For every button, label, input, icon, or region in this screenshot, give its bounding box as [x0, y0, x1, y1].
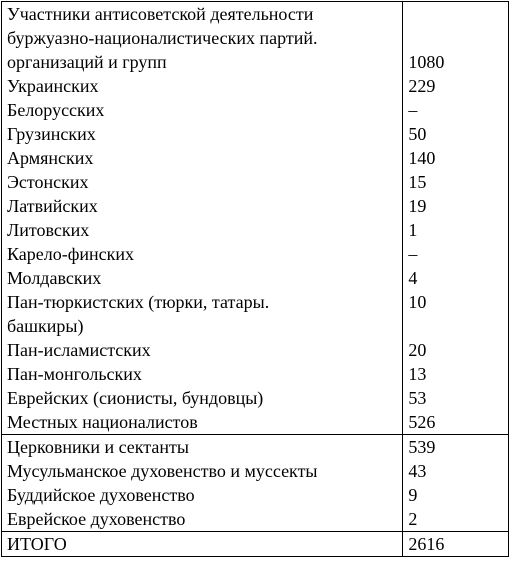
row-label: Еврейское духовенство — [2, 507, 403, 532]
header-line-1: Участники антисоветской деятельности — [2, 2, 403, 27]
table-row — [2, 483, 509, 507]
row-label-continued: башкиры) — [2, 314, 403, 338]
row-label: Еврейских (сионисты, бундовцы) — [2, 386, 403, 410]
row-label: Грузинских — [2, 122, 403, 146]
table-row — [2, 98, 509, 122]
row-label: Церковники и сектанты — [2, 435, 403, 460]
row-label: Пан-монгольских — [2, 362, 403, 386]
table-row — [2, 338, 509, 362]
table-row — [2, 122, 509, 146]
row-value: 10 — [403, 290, 509, 314]
table-row — [2, 362, 509, 386]
table-row — [2, 314, 509, 338]
row-label: Пан-тюркистских (тюрки, татары. — [2, 290, 403, 314]
row-value: 4 — [403, 266, 509, 290]
table-row — [2, 435, 509, 460]
row-value: 53 — [403, 386, 509, 410]
table-row — [2, 507, 509, 532]
header-line-2: буржуазно-националистических партий. — [2, 26, 403, 50]
row-label: Латвийских — [2, 194, 403, 218]
row-value: 1 — [403, 218, 509, 242]
row-label: Местных националистов — [2, 410, 403, 435]
table-row — [2, 146, 509, 170]
header-value: 1080 — [403, 50, 509, 74]
table-row — [2, 50, 509, 74]
row-value: 9 — [403, 483, 509, 507]
table-row — [2, 290, 509, 314]
header-line-3: организаций и групп — [2, 50, 403, 74]
row-label: Молдавских — [2, 266, 403, 290]
table-row — [2, 26, 509, 50]
total-label: ИТОГО — [2, 532, 403, 557]
table-row — [2, 2, 509, 27]
row-value: 15 — [403, 170, 509, 194]
table-row — [2, 218, 509, 242]
row-label: Белорусских — [2, 98, 403, 122]
row-value: 539 — [403, 435, 509, 460]
total-row — [2, 532, 509, 557]
row-value: 19 — [403, 194, 509, 218]
row-label: Армянских — [2, 146, 403, 170]
row-value: 229 — [403, 74, 509, 98]
row-label: Эстонских — [2, 170, 403, 194]
table-row — [2, 459, 509, 483]
row-label: Карело-финских — [2, 242, 403, 266]
total-value: 2616 — [403, 532, 509, 557]
table-row — [2, 242, 509, 266]
row-value: 526 — [403, 410, 509, 435]
statistics-table — [1, 1, 509, 557]
row-value: 43 — [403, 459, 509, 483]
row-value: 2 — [403, 507, 509, 532]
table-row — [2, 410, 509, 435]
row-value: – — [403, 98, 509, 122]
row-label: Украинских — [2, 74, 403, 98]
table-row — [2, 386, 509, 410]
header-value-blank — [403, 2, 509, 27]
table-row — [2, 170, 509, 194]
row-label: Буддийское духовенство — [2, 483, 403, 507]
row-label: Пан-исламистских — [2, 338, 403, 362]
row-value: 140 — [403, 146, 509, 170]
row-value: 50 — [403, 122, 509, 146]
row-label: Литовских — [2, 218, 403, 242]
row-value: – — [403, 242, 509, 266]
table-row — [2, 266, 509, 290]
row-value: 20 — [403, 338, 509, 362]
table-row — [2, 194, 509, 218]
row-value: 13 — [403, 362, 509, 386]
row-label: Мусульманское духовенство и муссекты — [2, 459, 403, 483]
table-row — [2, 74, 509, 98]
